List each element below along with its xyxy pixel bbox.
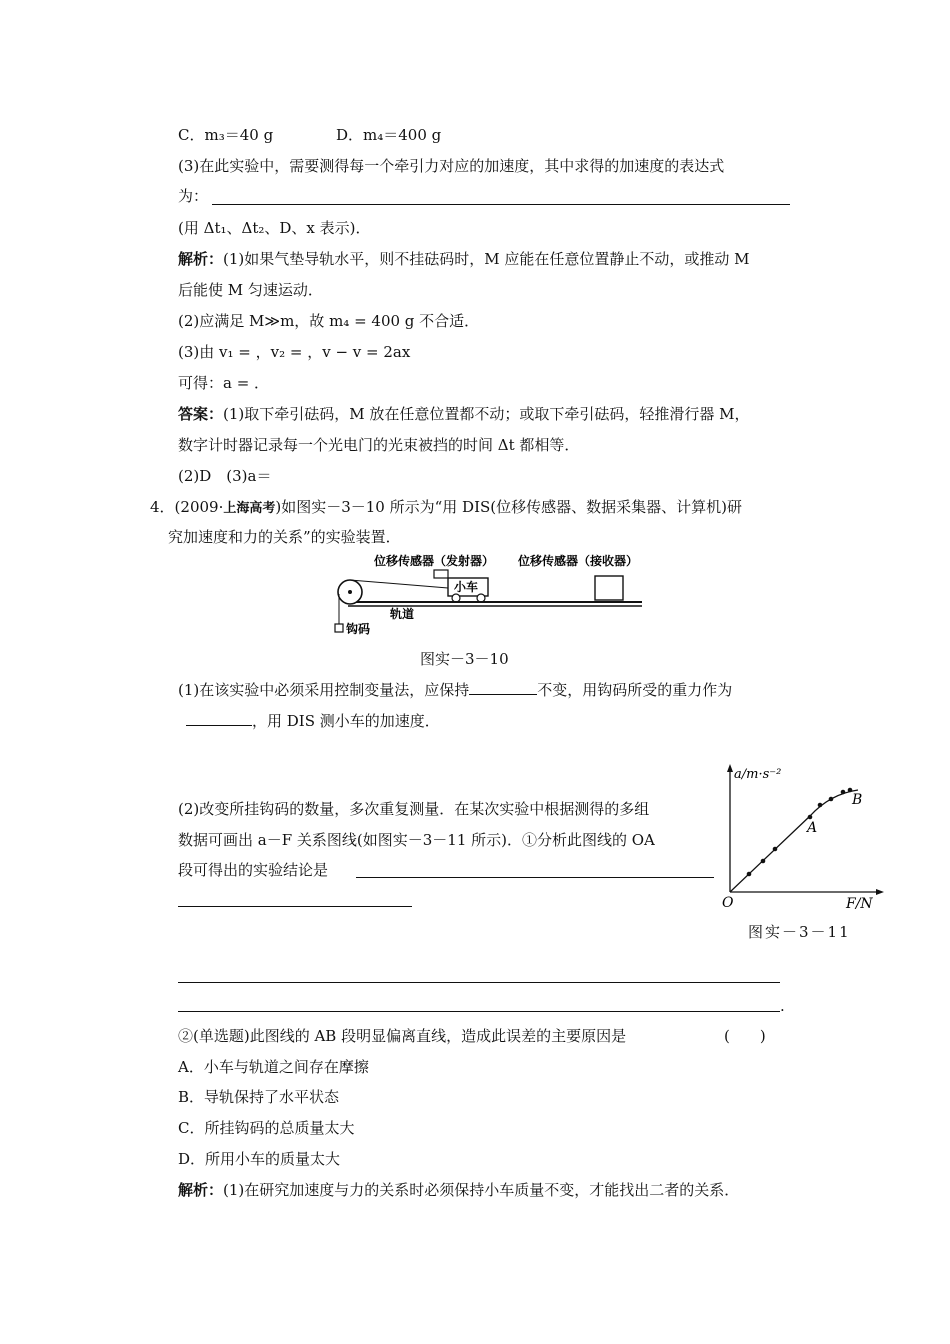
answer-blank-line <box>356 877 714 878</box>
origin-label: O <box>722 895 734 911</box>
answer-blank-line <box>178 906 412 907</box>
question-4-part-1-c: ，用 DIS 测小车的加速度． <box>252 712 440 730</box>
sensor-emitter-box <box>434 570 448 578</box>
analysis-paragraph-2 <box>178 1180 739 1200</box>
analysis-text-1: (1)如果气垫导轨水平，则不挂砝码时，M 应能在任意位置静止不动，或推动 M <box>223 250 750 268</box>
data-point <box>747 872 752 877</box>
analysis-text-5: 可得：a = ． <box>178 374 270 392</box>
a-f-curve <box>730 790 858 892</box>
question-4-part-1-line-2 <box>186 711 440 731</box>
option-d-mass: D．m₄＝400 g <box>336 126 442 144</box>
data-point <box>761 859 766 864</box>
option-c-mass: C．m₃＝40 g <box>178 126 274 144</box>
option-a[interactable]: A．小车与轨道之间存在摩擦 <box>178 1058 369 1076</box>
answer-text-1: (1)取下牵引砝码，M 放在任意位置都不动；或取下牵引砝码，轻推滑行器 M， <box>223 405 750 423</box>
a-f-graph <box>718 762 888 920</box>
option-b[interactable]: B．导轨保持了水平状态 <box>178 1088 340 1106</box>
data-point <box>818 803 823 808</box>
cart-wheel-left <box>452 594 460 602</box>
question-4-number: 4．(2009· <box>150 498 224 516</box>
question-3-note: (用 Δt₁、Δt₂、D、x 表示)． <box>178 219 371 237</box>
analysis-text-2: 后能使 M 匀速运动． <box>178 281 323 299</box>
answer-blank-line <box>178 1011 780 1012</box>
answer-paragraph-1 <box>178 404 750 424</box>
answer-end-dot: . <box>780 997 785 1015</box>
analysis-paragraph-1 <box>178 249 750 269</box>
analysis-text-4: (3)由 v₁ = ，v₂ = ，v − v = 2ax <box>178 343 411 361</box>
track-label: 轨道 <box>390 607 415 621</box>
question-4-text-1: )如图实－3－10 所示为“用 DIS(位移传感器、数据采集器、计算机)研 <box>275 498 742 516</box>
data-point <box>829 797 834 802</box>
question-4-part-2-choice-stem: ②(单选题)此图线的 AB 段明显偏离直线，造成此误差的主要原因是 <box>178 1027 627 1045</box>
question-4-heading <box>150 497 742 519</box>
figure-10-caption: 图实－3－10 <box>420 650 509 668</box>
data-point <box>773 847 778 852</box>
analysis-label: 解析： <box>178 250 224 268</box>
blank-2[interactable] <box>186 711 252 726</box>
analysis-label: 解析： <box>178 1181 224 1199</box>
cart-wheel-right <box>477 594 485 602</box>
sensor-receiver-box <box>595 576 623 600</box>
point-b-label: B <box>852 792 863 808</box>
string-horizontal <box>350 580 448 588</box>
sensor-emitter-label: 位移传感器（发射器） <box>374 554 495 568</box>
blank-1[interactable] <box>469 680 537 695</box>
question-4-part-1-a: (1)在该实验中必须采用控制变量法，应保持 <box>178 681 470 699</box>
question-4-part-2-line-3: 段可得出的实验结论是 <box>178 861 329 879</box>
question-4-source: 上海高考 <box>223 501 276 516</box>
sensor-receiver-label: 位移传感器（接收器） <box>518 554 639 568</box>
option-d[interactable]: D．所用小车的质量太大 <box>178 1150 341 1168</box>
question-3-prefix: 为： <box>178 187 209 205</box>
apparatus-figure <box>330 548 650 642</box>
answer-blank-line <box>212 204 790 205</box>
question-3-text: (3)在此实验中，需要测得每一个牵引力对应的加速度，其中求得的加速度的表达式 <box>178 157 725 175</box>
x-axis-arrow <box>876 889 884 895</box>
data-point <box>808 815 813 820</box>
x-axis-label: F/N <box>846 896 873 912</box>
y-axis-label: a/m·s⁻² <box>734 767 782 782</box>
answer-text-3: (2)D (3)a＝ <box>178 467 272 485</box>
question-4-part-2-line-2: 数据可画出 a－F 关系图线(如图实－3－11 所示)．①分析此图线的 OA <box>178 831 655 849</box>
question-4-part-1 <box>178 680 732 700</box>
cart-label: 小车 <box>454 580 479 594</box>
point-a-label: A <box>807 820 818 836</box>
choice-answer-paren[interactable]: ( ) <box>724 1027 766 1045</box>
question-4-part-2-line-1: (2)改变所挂钩码的数量，多次重复测量．在某次实验中根据测得的多组 <box>178 800 650 818</box>
question-4-text-2: 究加速度和力的关系”的实验装置． <box>168 528 401 546</box>
analysis-text-6: (1)在研究加速度与力的关系时必须保持小车质量不变，才能找出二者的关系． <box>223 1181 740 1199</box>
option-c[interactable]: C．所挂钩码的总质量太大 <box>178 1119 355 1137</box>
hook-weight <box>335 624 343 632</box>
pulley-axle <box>348 590 352 594</box>
analysis-text-3: (2)应满足 M≫m，故 m₄ = 400 g 不合适． <box>178 312 480 330</box>
hook-weight-label: 钩码 <box>346 622 371 636</box>
y-axis-arrow <box>727 764 733 772</box>
data-point <box>841 790 846 795</box>
figure-11-caption: 图实－3－11 <box>748 923 851 941</box>
answer-blank-line <box>178 982 780 983</box>
answer-label: 答案： <box>178 405 224 423</box>
answer-text-2: 数字计时器记录每一个光电门的光束被挡的时间 Δt 都相等． <box>178 436 580 454</box>
question-4-part-1-b: 不变，用钩码所受的重力作为 <box>537 681 733 699</box>
